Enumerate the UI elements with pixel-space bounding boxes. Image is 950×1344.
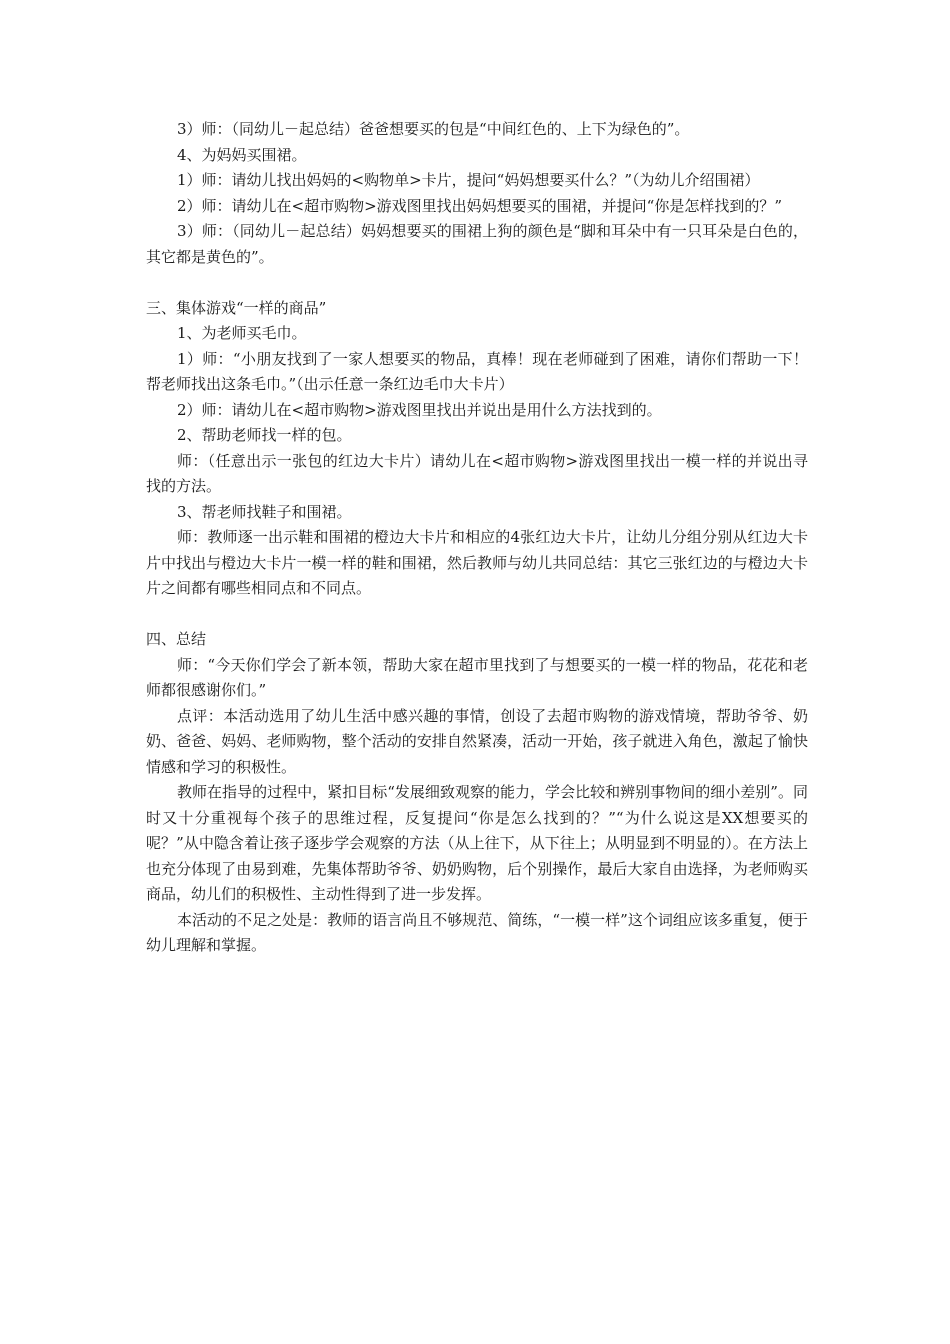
paragraph-mom-apron-title: 4、为妈妈买围裙。 <box>177 145 307 164</box>
paragraph-teacher-thanks: 师：“今天你们学会了新本领，帮助大家在超市里找到了与想要买的一模一样的物品，花花和老师都很感谢你们。” <box>146 655 808 699</box>
paragraph-dad-bag-summary: 3）师：（同幼儿－起总结）爸爸想要买的包是“中间红色的、上下为绿色的”。 <box>177 120 690 138</box>
section-gap <box>146 270 808 296</box>
section-gap <box>146 602 808 628</box>
paragraph-guidance: 教师在指导的过程中，紧扣目标“发展细致观察的能力，学会比较和辨别事物间的细小差别”。同时又十分重视每个孩子的思维过程，反复提问“你是怎么找到的？”“为什么说这是XX想要买的呢？”从中隐含着让孩子逐步学会观察的方法（从上往下，从下往上；从明显到不明显的）。在方法上也充分体现了由易到难，先集体帮助爷爷、奶奶购物，后个别操作，最后大家自由选择，为老师购买商品，幼儿们的积极性、主动性得到了进一步发挥。 <box>146 783 808 903</box>
paragraph-mom-find-apron: 2）师：请幼儿在<超市购物>游戏图里找出妈妈想要买的围裙，并提问“你是怎样找到的？” <box>177 196 783 215</box>
paragraph-towel-find: 2）师：请幼儿在<超市购物>游戏图里找出并说出是用什么方法找到的。 <box>177 400 662 419</box>
paragraph-mom-shopping-list: 1）师：请幼儿找出妈妈的<购物单>卡片，提问“妈妈想要买什么？”（为幼儿介绍围裙） <box>177 171 760 189</box>
section3-heading: 三、集体游戏“一样的商品” <box>146 298 327 317</box>
paragraph-bag-find: 师：（任意出示一张包的红边大卡片）请幼儿在<超市购物>游戏图里找出一模一样的并说出寻找的方法。 <box>146 451 808 495</box>
paragraph-shoes-apron-activity: 师：教师逐一出示鞋和围裙的橙边大卡片和相应的4张红边大卡片，让幼儿分组分别从红边大卡片中找出与橙边大卡片一模一样的鞋和围裙，然后教师与幼儿共同总结：其它三张红边的与橙边大卡片之间都有哪些相同点和不同点。 <box>146 528 808 597</box>
paragraph-shortcomings: 本活动的不足之处是：教师的语言尚且不够规范、简练，“一模一样”这个词组应该多重复，便于幼儿理解和掌握。 <box>146 910 808 954</box>
section4-heading: 四、总结 <box>146 630 207 648</box>
paragraph-bag-title: 2、帮助老师找一样的包。 <box>177 426 352 444</box>
paragraph-towel-title: 1、为老师买毛巾。 <box>177 324 307 342</box>
document-page <box>146 117 808 959</box>
paragraph-mom-apron-summary: 3）师：（同幼儿－起总结）妈妈想要买的围裙上狗的颜色是“脚和耳朵中有一只耳朵是白色的，其它都是黄色的”。 <box>146 222 808 266</box>
paragraph-review: 点评：本活动选用了幼儿生活中感兴趣的事情，创设了去超市购物的游戏情境，帮助爷爷、奶奶、爸爸、妈妈、老师购物，整个活动的安排自然紧凑，活动一开始，孩子就进入角色，激起了愉快情感和学习的积极性。 <box>146 706 808 776</box>
paragraph-towel-help: 1）师：“小朋友找到了一家人想要买的物品，真棒！现在老师碰到了困难，请你们帮助一下！帮老师找出这条毛巾。”（出示任意一条红边毛巾大卡片） <box>146 349 808 393</box>
paragraph-shoes-apron-title: 3、帮老师找鞋子和围裙。 <box>177 502 352 521</box>
